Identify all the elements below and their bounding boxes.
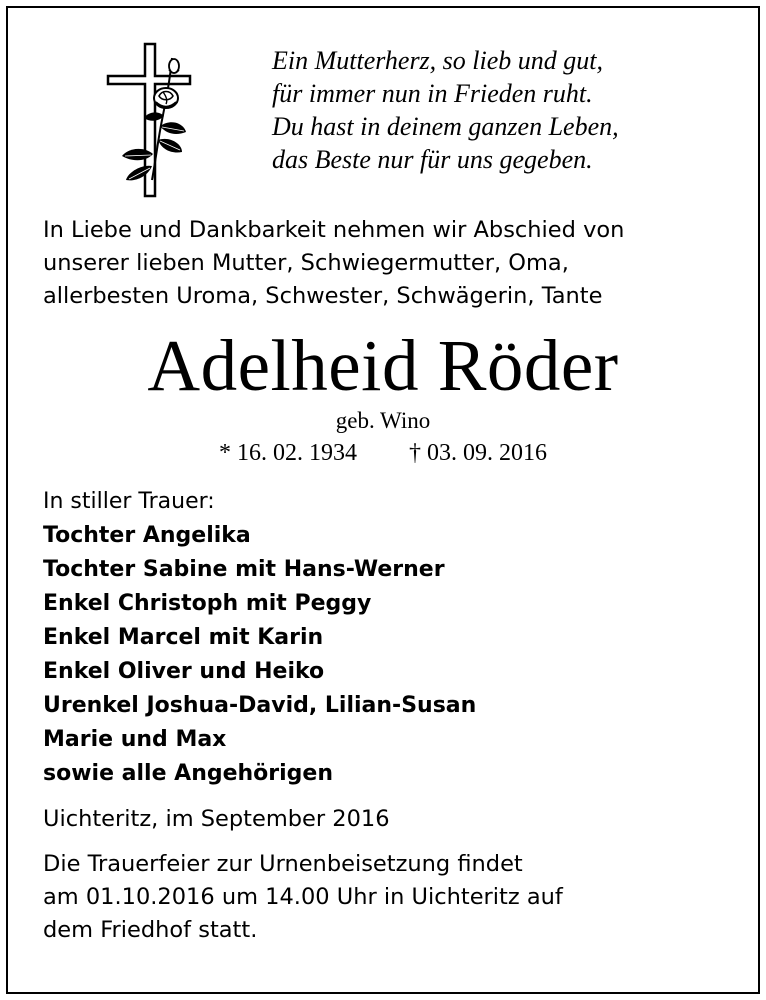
cross-with-rose-icon	[100, 40, 200, 200]
birth-name: geb. Wino	[335, 408, 431, 433]
mourner-name: Urenkel Joshua-David, Lilian-Susan	[43, 693, 477, 718]
funeral-line: Die Trauerfeier zur Urnenbeisetzung findet	[43, 851, 523, 877]
mourner-name: Enkel Oliver und Heiko	[43, 659, 325, 684]
mourner-name: Tochter Sabine mit Hans-Werner	[43, 557, 445, 582]
poem-line: für immer nun in Frieden ruht.	[272, 79, 593, 108]
mourner-name: Enkel Christoph mit Peggy	[43, 591, 372, 616]
funeral-line: am 01.10.2016 um 14.00 Uhr in Uichteritz auf	[43, 884, 563, 910]
birth-date: * 16. 02. 1934	[219, 440, 357, 466]
funeral-notice	[43, 848, 733, 947]
intro-line: allerbesten Uroma, Schwester, Schwägerin, Tante	[43, 283, 603, 309]
memorial-poem	[272, 44, 712, 176]
mourner-name: Enkel Marcel mit Karin	[43, 625, 324, 650]
funeral-line: dem Friedhof statt.	[43, 917, 258, 943]
poem-line: Du hast in deinem ganzen Leben,	[272, 112, 619, 141]
death-date: † 03. 09. 2016	[409, 440, 547, 466]
life-dates	[0, 438, 766, 468]
intro-line: In Liebe und Dankbarkeit nehmen wir Abschied von	[43, 217, 625, 243]
intro-line: unserer lieben Mutter, Schwiegermutter, Oma,	[43, 250, 569, 276]
mourners-list	[43, 485, 733, 791]
mourner-name: sowie alle Angehörigen	[43, 761, 334, 786]
farewell-intro	[43, 214, 733, 313]
place-and-date: Uichteritz, im September 2016	[43, 806, 390, 832]
poem-line: Ein Mutterherz, so lieb und gut,	[272, 46, 604, 75]
mourner-name: Marie und Max	[43, 727, 227, 752]
mourner-name: Tochter Angelika	[43, 523, 251, 548]
deceased-name: Adelheid Röder	[147, 325, 619, 406]
mourners-heading: In stiller Trauer:	[43, 489, 215, 514]
poem-line: das Beste nur für uns gegeben.	[272, 145, 593, 174]
